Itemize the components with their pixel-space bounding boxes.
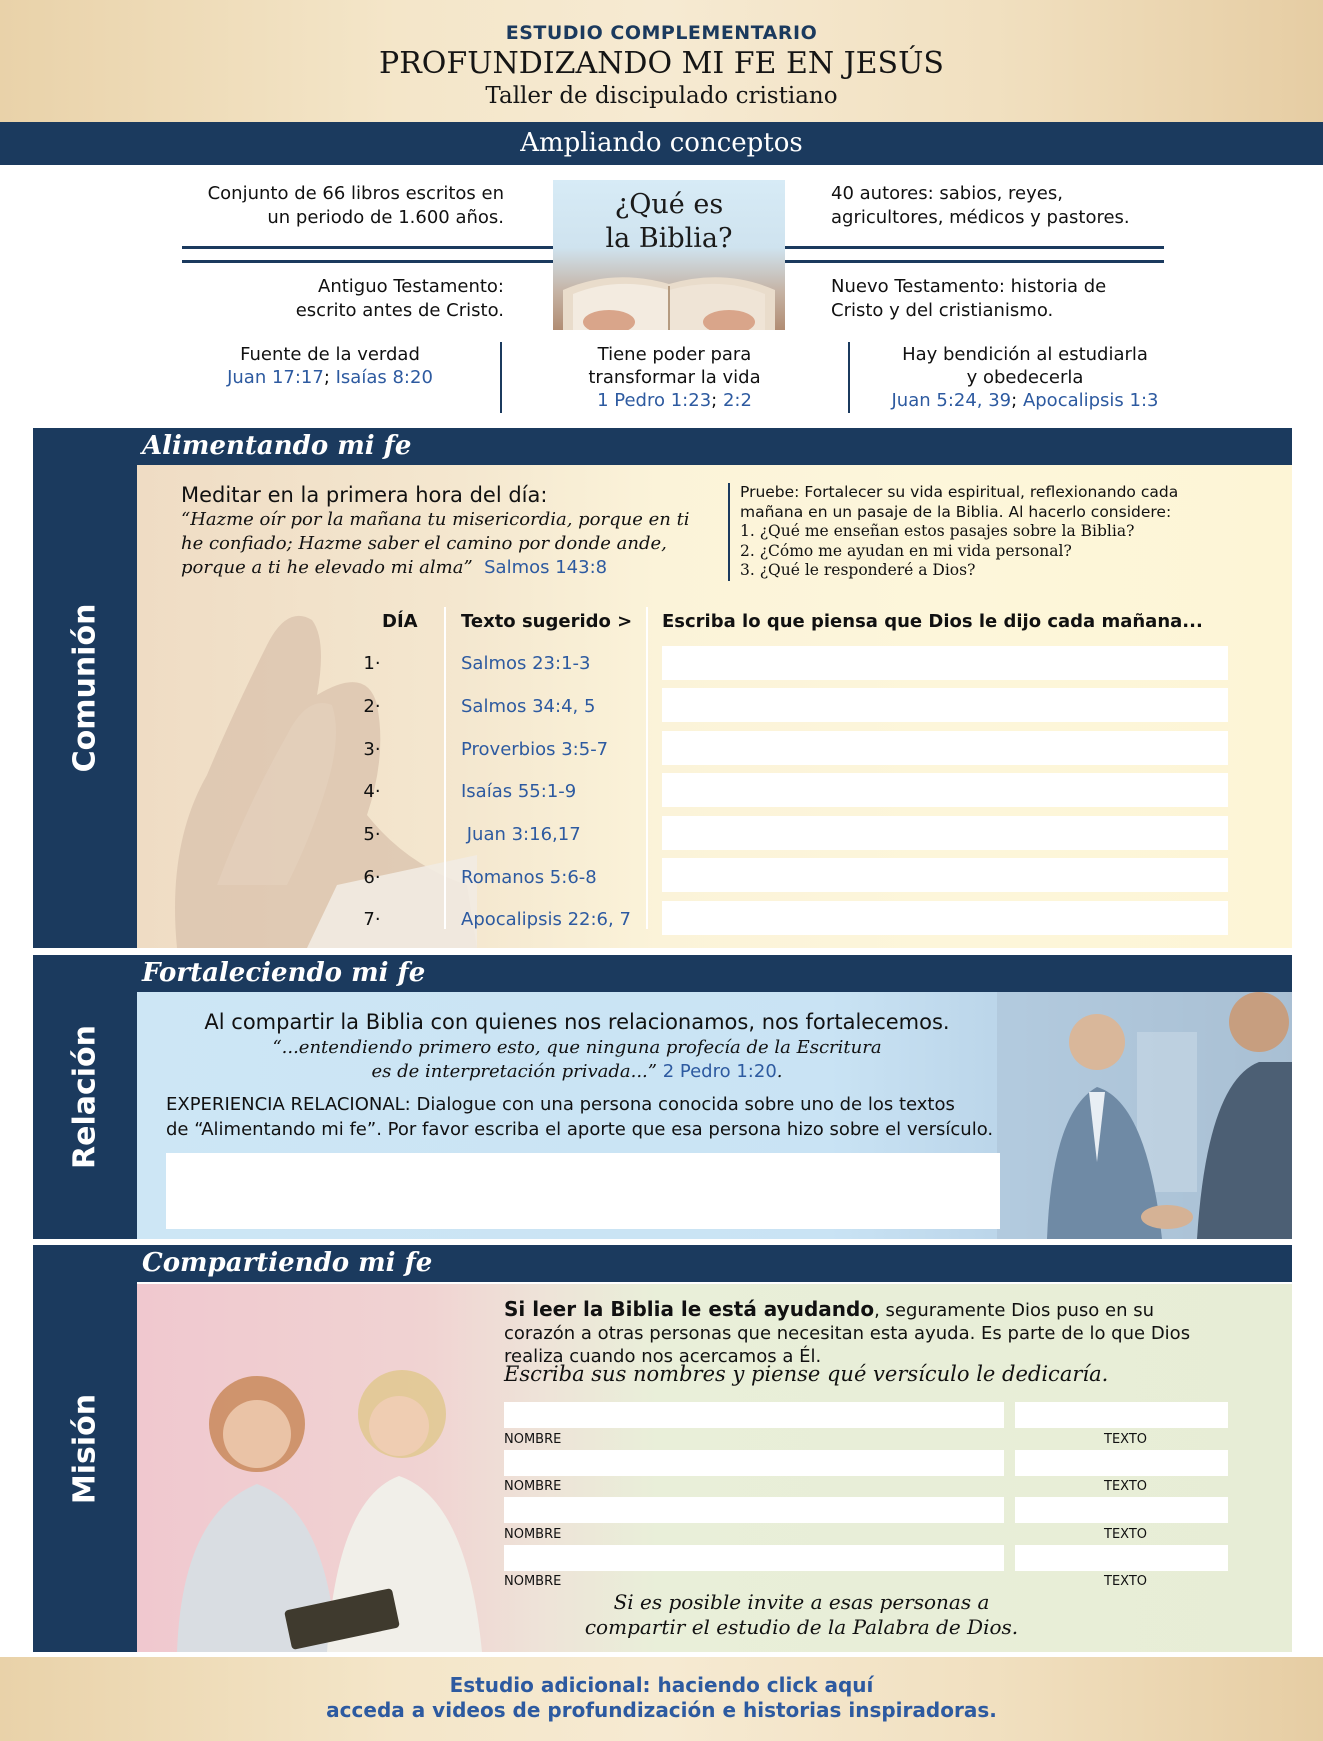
scripture-link[interactable]: Salmos 143:8 bbox=[484, 557, 608, 578]
side-label: Relación bbox=[67, 1024, 103, 1170]
side-tab-mision bbox=[33, 1245, 137, 1652]
name-label: NOMBRE bbox=[504, 1432, 562, 1447]
two-women-reading-illustration bbox=[137, 1284, 497, 1652]
side-label: Misión bbox=[67, 1393, 103, 1504]
pillar-text: Fuente de la verdad bbox=[240, 344, 420, 365]
paragraph-text: , seguramente Dios puso en su corazón a otras personas que necesitan esta ayuda. Es parte de lo que Dios realiza cuando nos acercamos a Él. bbox=[504, 1300, 1191, 1367]
page-title: PROFUNDIZANDO MI FE EN JESÚS bbox=[379, 46, 944, 81]
emphasis-text: Si leer la Biblia le está ayudando bbox=[504, 1297, 875, 1321]
day-number: 3· bbox=[363, 739, 381, 760]
scripture-link[interactable]: Proverbios 3:5-7 bbox=[461, 739, 609, 760]
handshake-illustration bbox=[997, 992, 1292, 1239]
section-body-mision bbox=[137, 1284, 1292, 1652]
separator: ; bbox=[711, 390, 723, 411]
text-label: TEXTO bbox=[1104, 1574, 1148, 1589]
footer-line: acceda a videos de profundización e historias inspiradoras. bbox=[326, 1698, 997, 1722]
question-line: la Biblia? bbox=[605, 223, 733, 254]
side-tab-relacion bbox=[33, 955, 137, 1239]
scripture-link[interactable]: Isaías 55:1-9 bbox=[461, 781, 577, 802]
answer-field[interactable] bbox=[662, 646, 1228, 680]
fact-line: agricultores, médicos y pastores. bbox=[831, 207, 1130, 228]
separator: ; bbox=[323, 367, 336, 388]
name-input[interactable] bbox=[504, 1450, 1004, 1476]
scripture-link[interactable]: 2 Pedro 1:20 bbox=[662, 1061, 777, 1082]
scripture-link[interactable]: Isaías 8:20 bbox=[335, 367, 433, 388]
mision-instruction: Escriba sus nombres y piense qué versículo le dedicaría. bbox=[504, 1362, 1109, 1386]
meditate-title: Meditar en la primera hora del día: bbox=[181, 483, 548, 507]
name-input[interactable] bbox=[504, 1545, 1004, 1571]
name-input[interactable] bbox=[504, 1402, 1004, 1428]
scripture-link[interactable]: Apocalipsis 22:6, 7 bbox=[461, 909, 631, 930]
pillar-text: Hay bendición al estudiarla bbox=[902, 344, 1148, 365]
separator: ; bbox=[1011, 390, 1023, 411]
pillar-power bbox=[502, 343, 847, 412]
section-heading-mision: Compartiendo mi fe bbox=[137, 1245, 1292, 1282]
verse-input[interactable] bbox=[1015, 1402, 1228, 1428]
scripture-link[interactable]: Juan 5:24, 39 bbox=[891, 390, 1012, 411]
scripture-link[interactable]: Juan 3:16,17 bbox=[461, 824, 581, 845]
praying-hands-illustration bbox=[137, 585, 477, 948]
try-item: 1. ¿Qué me enseñan estos pasajes sobre la Biblia? bbox=[740, 522, 1135, 540]
header-kicker: ESTUDIO COMPLEMENTARIO bbox=[505, 22, 818, 44]
text-label: TEXTO bbox=[1104, 1527, 1148, 1542]
closing-line: Si es posible invite a esas personas a bbox=[613, 1590, 990, 1614]
pillar-text: y obedecerla bbox=[966, 367, 1084, 388]
open-book-illustration bbox=[553, 250, 785, 330]
quote-line: “...entendiendo primero esto, que ninguna profecía de la Escritura bbox=[272, 1037, 882, 1058]
quote-text: “Hazme oír por la mañana tu misericordia, porque en ti he confiado; Hazme saber el camino por donde ande, porque a ti he elevado mi alma” bbox=[181, 509, 690, 578]
fact-line: Cristo y del cristianismo. bbox=[831, 300, 1054, 321]
answer-field[interactable] bbox=[662, 731, 1228, 765]
scripture-link[interactable]: 2:2 bbox=[722, 390, 752, 411]
verse-input[interactable] bbox=[1015, 1450, 1228, 1476]
divider-line bbox=[182, 246, 553, 249]
day-number: 1· bbox=[363, 653, 381, 674]
scripture-link[interactable]: Salmos 34:4, 5 bbox=[461, 696, 596, 717]
section-heading-relacion: Fortaleciendo mi fe bbox=[137, 955, 1292, 992]
pillar-text: Tiene poder para bbox=[597, 344, 752, 365]
day-number: 7· bbox=[363, 909, 381, 930]
name-label: NOMBRE bbox=[504, 1479, 562, 1494]
side-tab-comunion bbox=[33, 428, 137, 948]
bible-fact-books bbox=[160, 182, 504, 230]
answer-field[interactable] bbox=[662, 901, 1228, 935]
divider-line bbox=[182, 260, 553, 263]
fact-line: 40 autores: sabios, reyes, bbox=[831, 183, 1063, 204]
text-label: TEXTO bbox=[1104, 1432, 1148, 1447]
column-header-write: Escriba lo que piensa que Dios le dijo cada mañana... bbox=[662, 611, 1203, 632]
scripture-link[interactable]: Romanos 5:6-8 bbox=[461, 867, 597, 888]
relacion-experience bbox=[166, 1092, 1026, 1142]
try-item: 3. ¿Qué le responderé a Dios? bbox=[740, 561, 976, 579]
verse-input[interactable] bbox=[1015, 1497, 1228, 1523]
bible-question-image bbox=[553, 180, 785, 330]
pillar-blessing bbox=[850, 343, 1200, 412]
name-label: NOMBRE bbox=[504, 1574, 562, 1589]
column-divider bbox=[646, 607, 648, 929]
quote-line: es de interpretación privada...” bbox=[371, 1061, 657, 1082]
fact-line: Nuevo Testamento: historia de bbox=[831, 276, 1107, 297]
fact-line: Antiguo Testamento: bbox=[318, 276, 504, 297]
scripture-link[interactable]: Juan 17:17 bbox=[227, 367, 324, 388]
text-label: TEXTO bbox=[1104, 1479, 1148, 1494]
column-header-day: DÍA bbox=[382, 611, 418, 632]
day-number: 4· bbox=[363, 781, 381, 802]
pillar-text: transformar la vida bbox=[588, 367, 761, 388]
pillar-truth bbox=[160, 343, 500, 389]
experience-line: de “Alimentando mi fe”. Por favor escriba el aporte que esa persona hizo sobre el versículo. bbox=[166, 1119, 994, 1140]
fact-line: un periodo de 1.600 años. bbox=[267, 207, 504, 228]
fact-line: escrito antes de Cristo. bbox=[295, 300, 504, 321]
additional-study-link[interactable] bbox=[0, 1657, 1323, 1741]
answer-field[interactable] bbox=[662, 816, 1228, 850]
try-item: 2. ¿Cómo me ayudan en mi vida personal? bbox=[740, 541, 1072, 560]
footer-line: Estudio adicional: haciendo click aquí bbox=[449, 1673, 874, 1697]
meditate-quote bbox=[181, 508, 701, 580]
day-number: 6· bbox=[363, 867, 381, 888]
mision-closing bbox=[504, 1590, 1099, 1640]
column-divider bbox=[444, 607, 446, 929]
fact-line: Conjunto de 66 libros escritos en bbox=[207, 183, 504, 204]
try-instructions bbox=[728, 483, 1198, 581]
day-number: 2· bbox=[363, 696, 381, 717]
day-number: 5· bbox=[363, 824, 381, 845]
experience-line: EXPERIENCIA RELACIONAL: Dialogue con una persona conocida sobre uno de los textos bbox=[166, 1094, 955, 1115]
bible-question bbox=[553, 188, 785, 256]
question-line: ¿Qué es bbox=[614, 189, 724, 220]
bible-fact-old-testament bbox=[160, 275, 504, 323]
scripture-link[interactable]: Salmos 23:1-3 bbox=[461, 653, 591, 674]
answer-field[interactable] bbox=[662, 688, 1228, 722]
bible-fact-new-testament bbox=[831, 275, 1171, 323]
separator: . bbox=[776, 1061, 783, 1082]
bible-fact-authors bbox=[831, 182, 1171, 230]
section-body-comunion bbox=[137, 465, 1292, 948]
section-heading-comunion: Alimentando mi fe bbox=[137, 428, 1292, 465]
scripture-link[interactable]: Apocalipsis 1:3 bbox=[1022, 390, 1159, 411]
section-body-relacion bbox=[137, 992, 1292, 1239]
relacion-lead: Al compartir la Biblia con quienes nos relacionamos, nos fortalecemos. bbox=[204, 1010, 950, 1034]
name-input[interactable] bbox=[504, 1497, 1004, 1523]
try-intro: Pruebe: Fortalecer su vida espiritual, reflexionando cada mañana en un pasaje de la Biblia. Al hacerlo considere: bbox=[740, 483, 1179, 521]
section-band: Ampliando conceptos bbox=[0, 122, 1323, 165]
scripture-link[interactable]: 1 Pedro 1:23 bbox=[597, 390, 712, 411]
closing-line: compartir el estudio de la Palabra de Dios. bbox=[584, 1615, 1019, 1639]
verse-input[interactable] bbox=[1015, 1545, 1228, 1571]
relacion-quote bbox=[137, 1036, 1017, 1084]
page-header bbox=[0, 0, 1323, 122]
name-label: NOMBRE bbox=[504, 1527, 562, 1542]
answer-field[interactable] bbox=[662, 858, 1228, 892]
mision-paragraph bbox=[504, 1298, 1224, 1368]
experience-answer-field[interactable] bbox=[166, 1153, 1000, 1229]
answer-field[interactable] bbox=[662, 773, 1228, 807]
divider-line bbox=[785, 246, 1164, 249]
side-label: Comunión bbox=[67, 603, 103, 773]
divider-line bbox=[785, 260, 1164, 263]
page-subtitle: Taller de discipulado cristiano bbox=[485, 83, 838, 109]
column-header-text: Texto sugerido > bbox=[461, 611, 633, 632]
